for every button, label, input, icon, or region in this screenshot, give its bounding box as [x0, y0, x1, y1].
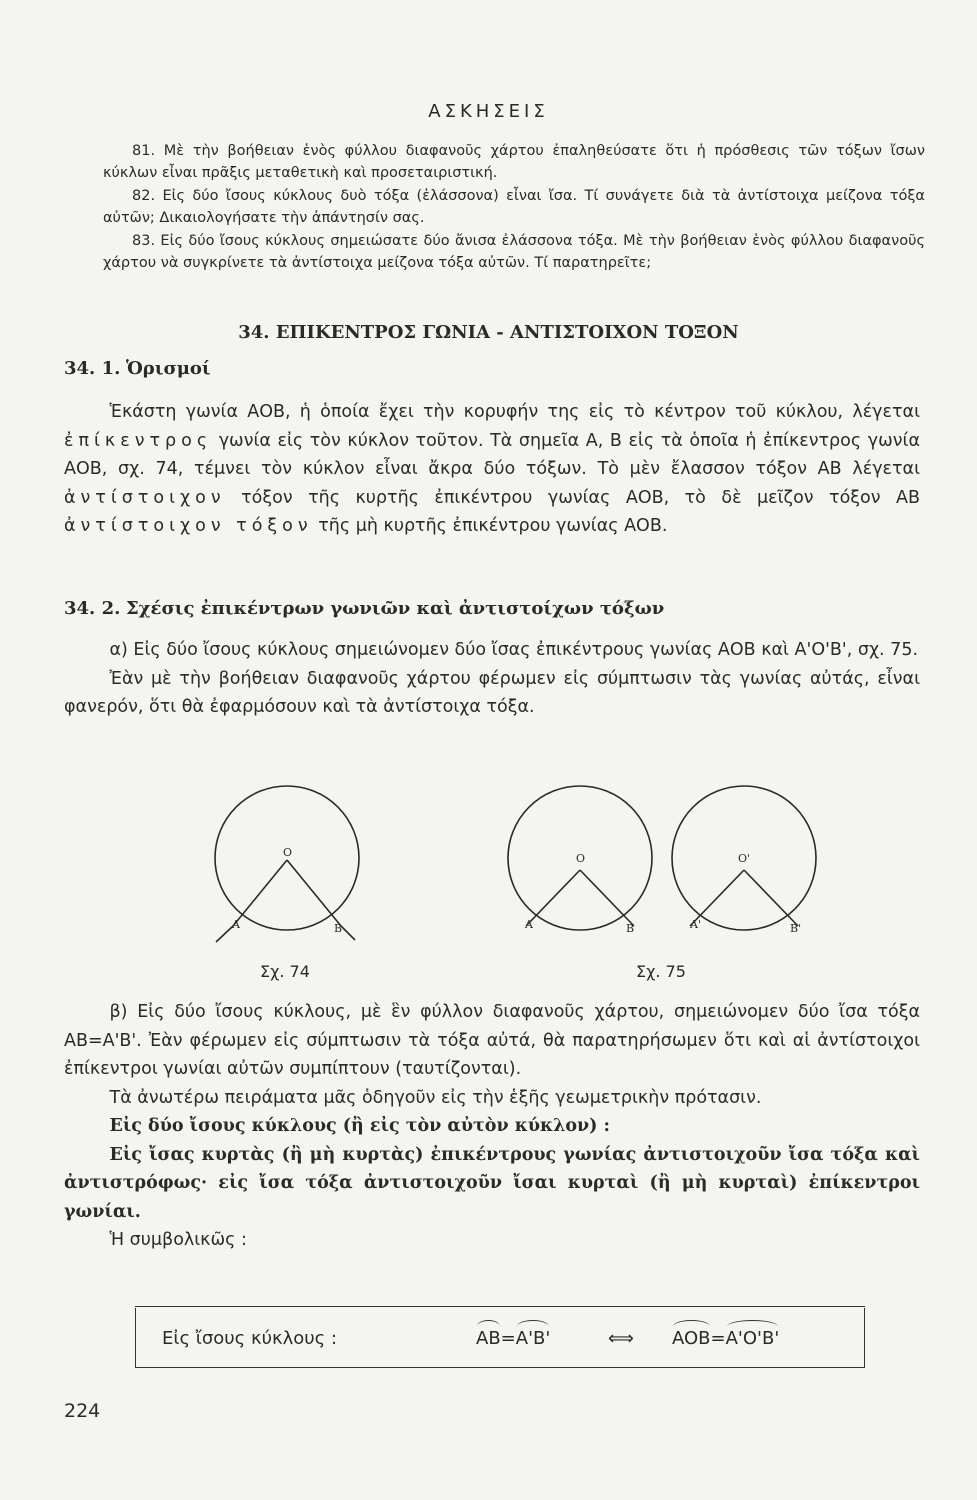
fig74-tick-a: [216, 926, 233, 942]
formula-angle-equality: [672, 1328, 779, 1349]
exercise-81: 81. Μὲ τὴν βοήθειαν ἑνὸς φύλλου διαφανοῦς χάρτου ἐπαληθεύσατε ὅτι ἡ πρόσθεσις τῶν τόξων ἴσων κύκλων εἶναι πρᾶξις μεταθετικὴ καὶ προσεταιριστική.: [103, 143, 925, 181]
subsection-2-title: Σχέσις ἐπικέντρων γωνιῶν καὶ ἀντιστοίχων τόξων: [125, 598, 665, 619]
fig74-label-o: O: [283, 846, 293, 859]
subsection-2-number: 34. 2.: [64, 598, 121, 619]
formula-box-top: [135, 1306, 865, 1307]
fig75-label-a: A: [525, 918, 533, 931]
theorem-line-1: Εἰς δύο ἴσους κύκλους (ἢ εἰς τὸν αὐτὸν κύκλον) :: [109, 1116, 610, 1136]
fig74-ray-ob: [287, 860, 341, 926]
fig75-label-b2: B': [790, 922, 802, 935]
formula-eq-2: =: [710, 1328, 726, 1349]
formula-box: [135, 1308, 865, 1368]
figures: [190, 782, 910, 994]
alpha-text: α) Εἰς δύο ἴσους κύκλους σημειώνομεν δύο ἴσας ἐπικέντρους γωνίας ΑΟΒ καὶ Α'Ο'Β', σχ. 75.: [109, 640, 919, 660]
subsection-1-title: Ὁρισμοί: [125, 358, 211, 379]
page-header: ΑΣΚΗΣΕΙΣ: [428, 101, 549, 122]
fig74-ray-oa: [233, 860, 287, 926]
definition-paragraph: [64, 398, 920, 541]
arc-a-prime-b-prime: A'B': [515, 1328, 551, 1349]
symbolic-label: Ἡ συμβολικῶς :: [109, 1230, 247, 1250]
equivalence-arrow: ⟺: [608, 1328, 634, 1349]
formula-arc-equality: [476, 1328, 550, 1349]
fig74-label-b: B: [334, 922, 343, 935]
section-title: 34. ΕΠΙΚΕΝΤΡΟΣ ΓΩΝΙΑ - ΑΝΤΙΣΤΟΙΧΟΝ ΤΟΞΟΝ: [238, 322, 739, 343]
alpha-text-2: Ἐὰν μὲ τὴν βοήθειαν διαφανοῦς χάρτου φέρωμεν εἰς σύμπτωσιν τὰς γωνίας αὐτάς, εἶναι φανερόν, ὅτι θὰ ἐφαρμόσουν καὶ τὰ ἀντίστοιχα τόξα.: [64, 668, 920, 717]
fig75-label-o2: O': [738, 852, 751, 865]
subsection-1-number: 34. 1.: [64, 358, 121, 379]
fig74-label-a: A: [232, 918, 240, 931]
fig74-tick-b: [341, 926, 355, 940]
exercise-83: 83. Εἰς δύο ἴσους κύκλους σημειώσατε δύο ἄνισα ἐλάσσονα τόξα. Μὲ τὴν βοήθειαν ἑνὸς φύλλου διαφανοῦς χάρτου νὰ συγκρίνετε τὰ ἀντίστοιχα μείζονα τόξα αὐτῶν. Τί παρατηρεῖτε;: [103, 233, 925, 271]
term-epikentros: ἐπίκεντρος: [64, 430, 213, 451]
arc-ab: AB: [476, 1328, 501, 1349]
term-antistoichon: ἀντίστοιχον: [64, 487, 226, 508]
fig75-label-o: O: [576, 852, 586, 865]
fig75-label-b: B: [626, 922, 635, 935]
exercise-list: [103, 140, 925, 275]
def-text-a: Ἑκάστη γωνία ΑΟΒ, ἡ ὁποία ἔχει τὴν κορυφήν της εἰς τὸ κέντρον τοῦ κύκλου, λέγεται: [109, 402, 920, 422]
def-text-c: τόξον τῆς κυρτῆς ἐπικέντρου γωνίας ΑΟΒ, τὸ δὲ μεῖζον τόξον ΑΒ: [241, 487, 920, 508]
def-text-d: τῆς μὴ κυρτῆς ἐπικέντρου γωνίας ΑΟΒ.: [318, 516, 668, 536]
fig75-ray-ob: [580, 870, 634, 926]
lead-text: Τὰ ἀνωτέρω πειράματα μᾶς ὁδηγοῦν εἰς τὴν ἑξῆς γεωμετρικὴν πρότασιν.: [109, 1087, 762, 1108]
page-number: 224: [64, 1400, 101, 1422]
fig75-label-a2: A': [690, 918, 701, 931]
angle-a-prime-o-prime-b-prime: A'O'B': [725, 1328, 780, 1349]
term-antistoichon-toxon: ἀντίστοιχον τόξον: [64, 516, 313, 536]
def-text-b: γωνία εἰς τὸν κύκλον τοῦτον. Τὰ σημεῖα Α, Β εἰς τὰ ὁποῖα ἡ ἐπίκεντρος γωνία ΑΟΒ, σχ. 74, τέμνει τὸν κύκλον εἶναι ἄκρα δύο τόξων. Τὸ μὲν ἔλασσον τόξον ΑΒ λέγεται: [64, 430, 920, 479]
formula-label: Εἰς ἴσους κύκλους :: [162, 1328, 338, 1349]
beta-text: β) Εἰς δύο ἴσους κύκλους, μὲ ἓν φύλλον διαφανοῦς χάρτου, σημειώνομεν δύο ἴσα τόξα ΑΒ=Α'Β'. Ἐὰν φέρωμεν εἰς σύμπτωσιν τὰ τόξα αὐτά, θὰ παρατηρήσωμεν ὅτι καὶ αἱ ἀντίστοιχοι ἐπίκεντροι γωνίαι αὐτῶν συμπίπτουν (ταυτίζονται).: [64, 1002, 920, 1079]
fig75-caption: Σχ. 75: [636, 962, 686, 981]
subsection-1-heading: [64, 355, 920, 384]
subsection-2-heading: [64, 595, 920, 624]
exercise-82: 82. Εἰς δύο ἴσους κύκλους δυὸ τόξα (ἐλάσσονα) εἶναι ἴσα. Τί συνάγετε διὰ τὰ ἀντίστοιχα μείζονα τόξα αὐτῶν; Δικαιολογήσατε τὴν ἀπάντησίν σας.: [103, 188, 925, 226]
fig75-ray-o2b2: [744, 870, 798, 926]
angle-aob: AOB: [672, 1328, 711, 1349]
formula-eq-1: =: [500, 1328, 516, 1349]
alpha-paragraph: [64, 636, 920, 722]
fig75-ray-oa: [526, 870, 580, 926]
beta-paragraph: [64, 998, 920, 1255]
theorem-line-2: Εἰς ἴσας κυρτὰς (ἢ μὴ κυρτὰς) ἐπικέντρους γωνίας ἀντιστοιχοῦν ἴσα τόξα καὶ ἀντιστρόφως· εἰς ἴσα τόξα ἀντιστοιχοῦν ἴσαι κυρταὶ (ἢ μὴ κυρταὶ) ἐπίκεντροι γωνίαι.: [64, 1144, 920, 1222]
fig74-caption: Σχ. 74: [260, 962, 310, 981]
